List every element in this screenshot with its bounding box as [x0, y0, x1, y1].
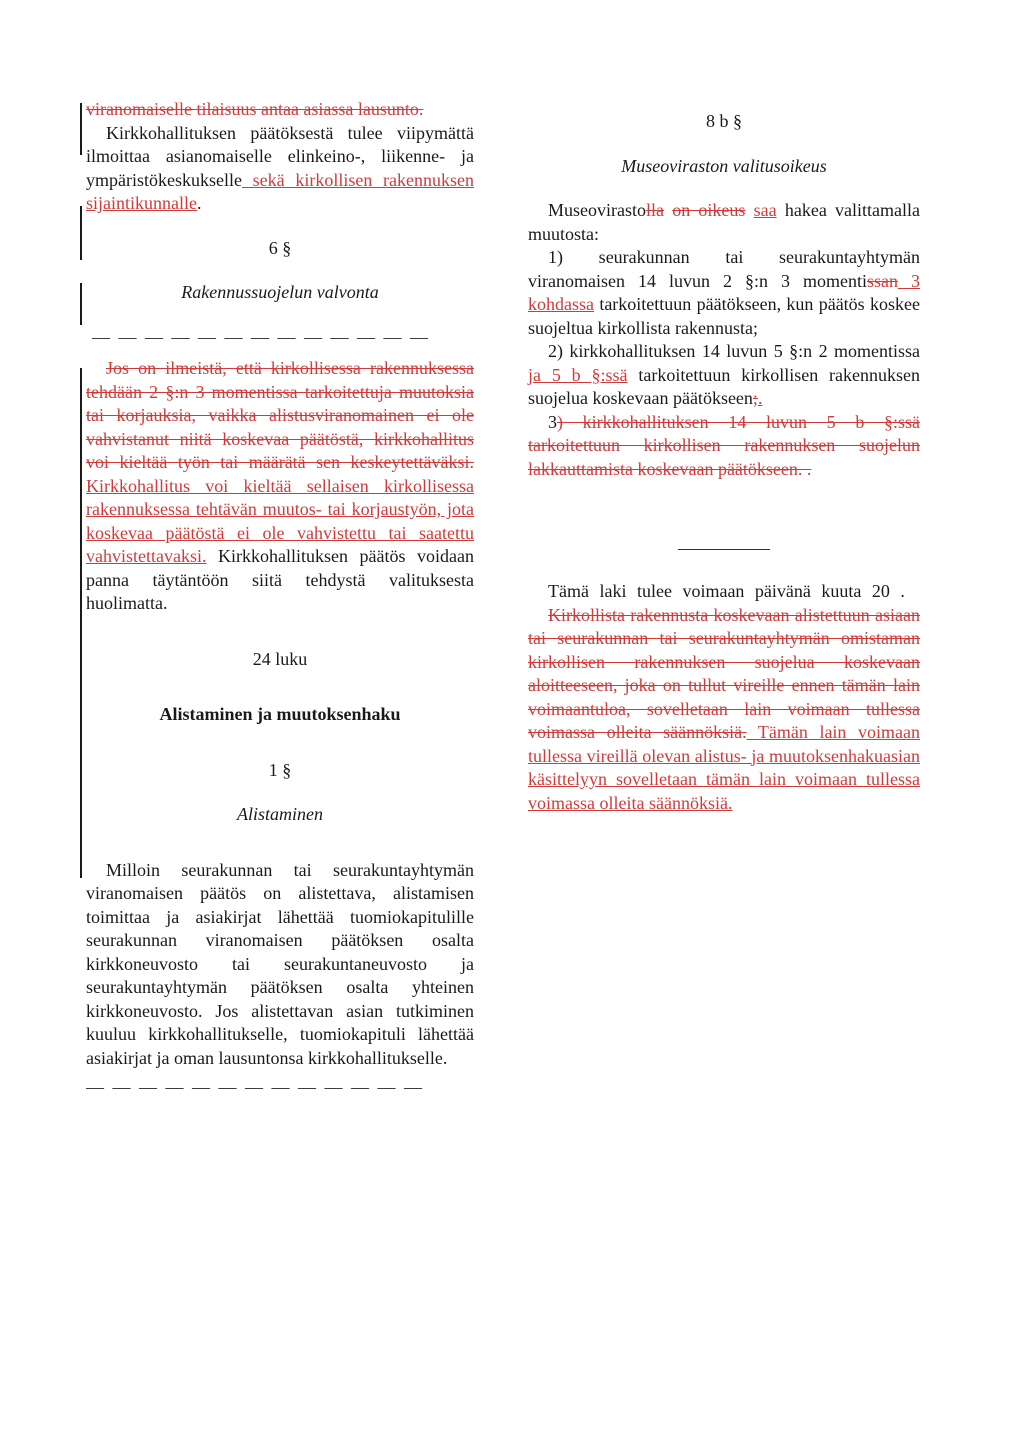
paragraph-valvonta [86, 357, 474, 616]
paragraph-transitional [528, 604, 920, 816]
body-text: Museovirasto [548, 200, 646, 220]
body-text: tarkoitettuun päätökseen, kun päätös koskee suojeltua kirkollista rakennusta; [528, 294, 920, 338]
section-title: 8 b § [706, 111, 742, 131]
change-bar [80, 206, 82, 260]
section-heading: Rakennussuojelun valvonta [181, 282, 379, 302]
deleted-text: viranomaiselle tilaisuus antaa asiassa lausunto. [86, 99, 424, 119]
inserted-text: 3 kohdassa [528, 270, 921, 314]
deleted-text: on oikeus [672, 200, 746, 220]
body-text: Kirkkohallituksen päätöksestä tulee viipymättä ilmoittaa asianomaiselle elinkeino-, liikenne- ja ympäristökeskukselle [86, 122, 474, 190]
section-title: 6 § [268, 237, 292, 258]
change-bar [80, 368, 82, 878]
paragraph-alistaminen: Milloin seurakunnan tai seurakuntayhtymän viranomaisen päätös on alistettava, alistamisen toimittaa ja asiakirjat lähettää tuomiokapitulille seurakunnan viranomaisen päätöksen osalta kirkkoneuvosto tai seurakuntaneuvosto ja seurakuntayhtymän päätöksen osalta yhteinen kirkkoneuvosto. Jos alistettavan asian tutkiminen kuuluu kirkkohallitukselle, tuomiokapituli lähettää asiakirjat ja oman lausuntonsa kirkkohallitukselle. [86, 859, 474, 1068]
body-text: 3 [548, 411, 557, 432]
paragraph-ilmoitus [86, 122, 474, 216]
entry-into-force: Tämä laki tulee voimaan päivänä kuuta 20 . [548, 581, 905, 601]
deleted-text: lla [646, 200, 664, 220]
inserted-text: Tämän lain voimaan tullessa vireillä olevan alistus- ja muutoksenhakuasian käsittelyyn sovelletaan tämän lain voimaan tullessa voimassa olleita säännöksiä. [528, 722, 920, 813]
inserted-text: saa [753, 200, 777, 220]
chapter-number: 24 luku [252, 648, 308, 669]
body-text: hakea valittamalla muutosta: [528, 200, 921, 244]
list-item-2 [528, 340, 920, 411]
change-bar [80, 283, 82, 325]
list-item-1 [528, 246, 920, 340]
chapter-title: Alistaminen ja muutoksenhaku [159, 704, 401, 724]
deleted-text: ssan [867, 270, 898, 291]
body-text [664, 200, 672, 220]
deleted-text: Kirkollista rakennusta koskevaan alistettuun asiaan tai seurakunnan tai seurakuntayhtymän omistaman kirkollisen rakennuksen suojelua koskevaan aloitteeseen, joka on tullut vireille ennen tämän lain voimaantuloa, sovelletaan lain voimaan tullessa voimassa olleita säännöksiä. [528, 604, 920, 742]
paragraph-deleted-lausunto [86, 98, 474, 122]
section-title: 1 § [268, 759, 292, 780]
inserted-text: . [757, 388, 763, 408]
paragraph-valitusoikeus [528, 199, 920, 246]
left-column [86, 98, 474, 1100]
right-column [528, 110, 920, 815]
body-text: . [196, 193, 202, 213]
section-heading: Alistaminen [237, 804, 323, 824]
body-text [745, 200, 753, 220]
inserted-text: ja 5 b §:ssä [528, 364, 628, 385]
body-text: tarkoitettuun kirkollisen rakennuksen suojelua koskevaan päätökseen [528, 364, 920, 408]
body-text: Kirkkohallituksen päätös voidaan panna täytäntöön siitä tehdystä valituksesta huolimatta. [86, 546, 474, 613]
body-text: 2) kirkkohallituksen 14 luvun 5 §:n 2 momentissa [548, 341, 920, 361]
section-heading: Museoviraston valitusoikeus [621, 155, 827, 176]
inserted-text: Kirkkohallitus voi kieltää sellaisen kirkollisessa rakennuksessa tehtävän muutos- tai korjaustyön, jota koskevaa päätöstä ei ole vahvistettu tai saatettu vahvistettavaksi. [86, 475, 474, 566]
inserted-text: sekä kirkollisen rakennuksen sijaintikunnalle [86, 169, 474, 213]
list-item-3 [528, 411, 920, 482]
omission-dashes: — — — — — — — — — — — — — [92, 326, 430, 347]
body-text: 1) seurakunnan tai seurakuntayhtymän viranomaisen 14 luvun 2 §:n 3 momenti [528, 247, 920, 291]
change-bar [80, 103, 82, 155]
omission-dashes: — — — — — — — — — — — — — [86, 1077, 424, 1097]
deleted-text: Jos on ilmeistä, että kirkollisessa rakennuksessa tehdään 2 §:n 3 momentissa tarkoitettuja muutoksia tai korjauksia, vaikka alistusviranomainen ei ole vahvistanut niitä koskevaa päätöstä, kirkkohallitus voi kieltää työn tai määrätä sen keskeytettäväksi. [86, 358, 474, 472]
deleted-text: ; [752, 388, 758, 408]
deleted-text: ) kirkkohallituksen 14 luvun 5 b §:ssä tarkoitettuun kirkollisen rakennuksen suojelun lakkauttamista koskevaan päätökseen. . [528, 411, 920, 479]
